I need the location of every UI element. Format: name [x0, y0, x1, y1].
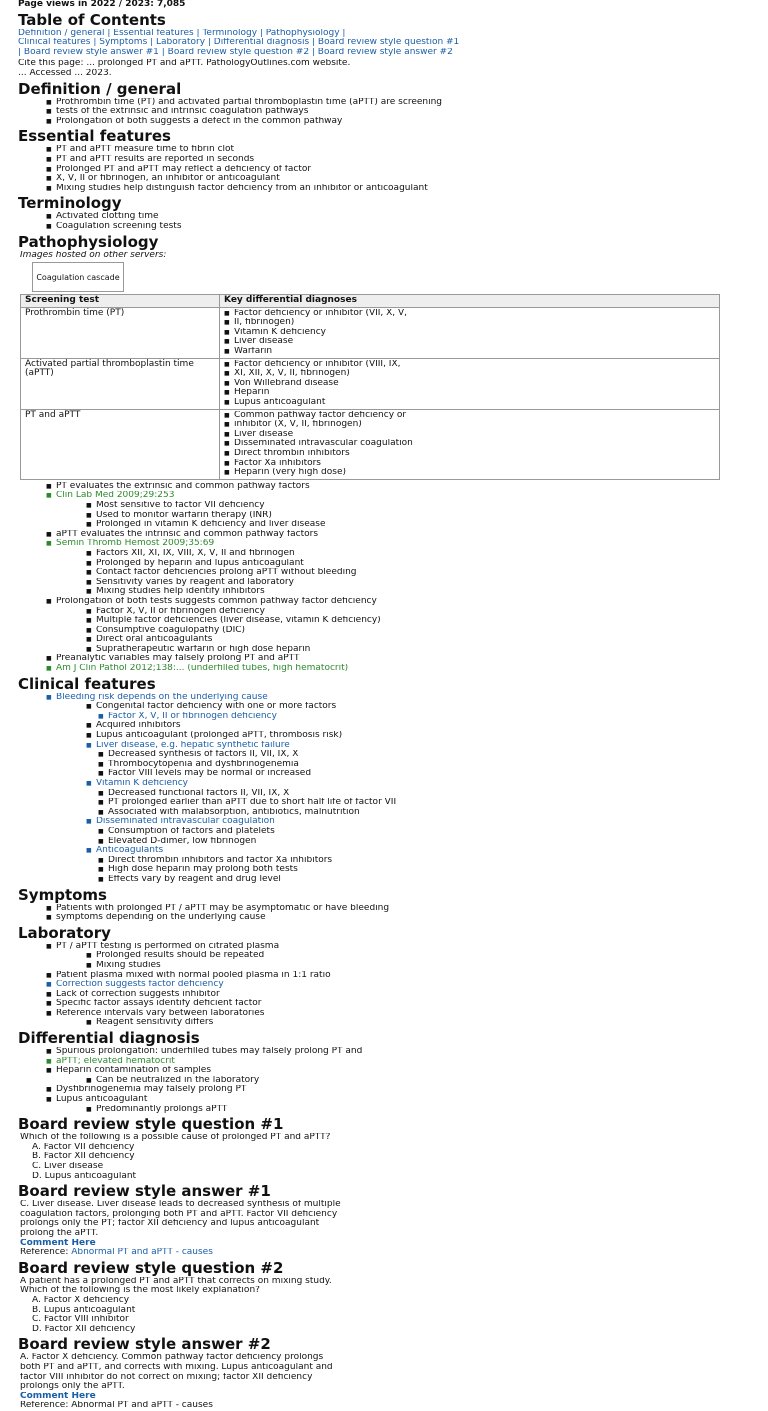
list-item: ■ Spurious prolongation: underfilled tubes may falsely prolong PT and: [46, 1047, 750, 1057]
list-item: ■ Reagent sensitivity differs: [46, 1018, 750, 1028]
list-item: ■ Coagulation screening tests: [46, 222, 750, 232]
table-row: [21, 409, 720, 479]
list-item: ■ Prolongation of both suggests a defect in the common pathway: [46, 117, 750, 127]
list-item: ■ PT and aPTT measure time to fibrin clot: [46, 145, 750, 155]
table-cell: [220, 307, 720, 358]
list-item: ■ aPTT evaluates the intrinsic and common pathway factors: [46, 530, 750, 540]
reference-link[interactable]: Abnormal PT and aPTT - causes: [71, 1248, 213, 1258]
symptoms-list: [46, 904, 750, 923]
list-item: ■ symptoms depending on the underlying cause: [46, 913, 750, 923]
list-item: ■ Prolonged by heparin and lupus anticoagulant: [46, 559, 750, 569]
list-item: ■ tests of the extrinsic and intrinsic coagulation pathways: [46, 107, 750, 117]
essential-list: [46, 145, 750, 193]
differential-heading: Differential diagnosis: [18, 1029, 200, 1048]
list-item: ■ PT / aPTT testing is performed on citrated plasma: [46, 942, 750, 952]
answer-option[interactable]: D. Lupus anticoagulant: [32, 1171, 137, 1181]
list-item: ■ Prothrombin time (PT) and activated partial thromboplastin time (aPTT) are screening: [46, 98, 750, 108]
list-item: ■ II, fibrinogen): [224, 318, 715, 328]
list-item: ■ Disseminated intravascular coagulation: [224, 439, 715, 449]
list-item: ■ Mixing studies: [46, 961, 750, 971]
answer1-line: coagulation factors, prolonging both PT and aPTT. Factor VII deficiency: [20, 1209, 338, 1219]
list-item: ■ Effects vary by reagent and drug level: [46, 875, 750, 885]
list-item: ■ Specific factor assays identify deficient factor: [46, 999, 750, 1009]
list-item: ■ Thrombocytopenia and dysfibrinogenemia: [46, 760, 750, 770]
question1-heading: Board review style question #1: [18, 1115, 284, 1134]
list-item: ■ PT and aPTT results are reported in seconds: [46, 155, 750, 165]
answer2-line: factor VIII inhibitor do not correct on mixing; factor XII deficiency: [20, 1372, 313, 1382]
list-item: ■ Consumption of factors and platelets: [46, 827, 750, 837]
list-item: ■ High dose heparin may prolong both tests: [46, 865, 750, 875]
list-item: ■ inhibitor (X, V, II, fibrinogen): [224, 420, 715, 430]
symptoms-heading: Symptoms: [18, 885, 107, 904]
list-item: ■ Liver disease: [224, 430, 715, 440]
question1-options: [32, 1143, 750, 1181]
comment-link[interactable]: Comment Here: [20, 1238, 96, 1248]
answer-option[interactable]: A. Factor VII deficiency: [32, 1142, 135, 1152]
list-item: ■ Acquired inhibitors: [46, 721, 750, 731]
list-item[interactable]: ■ Correction suggests factor deficiency: [46, 980, 750, 990]
list-item: ■ Lupus anticoagulant (prolonged aPTT, thrombosis risk): [46, 731, 750, 741]
list-item: ■ Direct thrombin inhibitors: [224, 449, 715, 459]
question1-text: Which of the following is a possible cause of prolonged PT and aPTT?: [20, 1133, 331, 1143]
definition-list: [46, 98, 750, 127]
list-item: ■ Common pathway factor deficiency or: [224, 411, 715, 421]
answer-option[interactable]: B. Lupus anticoagulant: [32, 1305, 136, 1315]
essential-heading: Essential features: [18, 127, 171, 146]
table-cell: [220, 409, 720, 479]
table-cell: Prothrombin time (PT): [21, 307, 220, 358]
list-item: ■ Factor deficiency or inhibitor (VII, X, V,: [224, 309, 715, 319]
list-item: ■ Liver disease: [224, 337, 715, 347]
pathophys-bullets: [46, 482, 750, 674]
list-item: ■ Decreased functional factors II, VII, IX, X: [46, 789, 750, 799]
list-item: ■ Vitamin K deficiency: [224, 328, 715, 338]
list-item: ■ Consumptive coagulopathy (DIC): [46, 626, 750, 636]
answer2-body: [20, 1353, 750, 1411]
list-item: ■ Heparin (very high dose): [224, 468, 715, 478]
list-item: ■ Factors XII, XI, IX, VIII, X, V, II and fibrinogen: [46, 549, 750, 559]
answer1-line: prolongs only the PT; factor XII deficiency and lupus anticoagulant: [20, 1219, 320, 1229]
laboratory-heading: Laboratory: [18, 923, 111, 942]
list-item: ■ Multiple factor deficiencies (liver disease, vitamin K deficiency): [46, 616, 750, 626]
answer1-line: prolong the aPTT.: [20, 1228, 99, 1238]
list-item: ■ Heparin contamination of samples: [46, 1066, 750, 1076]
list-item: ■ Clin Lab Med 2009;29:253: [46, 491, 750, 501]
cite-line: Cite this page: ... prolonged PT and aPTT. PathologyOutlines.com website.: [18, 59, 351, 69]
answer1-heading: Board review style answer #1: [18, 1182, 271, 1201]
list-item: ■ Lupus anticoagulant: [46, 1095, 750, 1105]
toc-heading: Table of Contents: [18, 10, 166, 29]
answer-option[interactable]: D. Factor XII deficiency: [32, 1324, 136, 1334]
table-header: Screening test: [21, 295, 220, 308]
list-item: ■ Direct oral anticoagulants: [46, 635, 750, 645]
list-item: ■ Can be neutralized in the laboratory: [46, 1076, 750, 1086]
list-item: ■ Associated with malabsorption, antibiotics, malnutrition: [46, 808, 750, 818]
list-item: ■ Heparin: [224, 388, 715, 398]
definition-heading: Definition / general: [18, 79, 182, 98]
pathophysiology-heading: Pathophysiology: [18, 232, 159, 251]
question2-options: [32, 1296, 750, 1334]
list-item: ■ Patient plasma mixed with normal pooled plasma in 1:1 ratio: [46, 971, 750, 981]
list-item: ■ PT prolonged earlier than aPTT due to short half life of factor VII: [46, 798, 750, 808]
list-item: ■ Contact factor deficiencies prolong aPTT without bleeding: [46, 568, 750, 578]
list-item: ■ Factor VIII levels may be normal or increased: [46, 769, 750, 779]
answer-option[interactable]: C. Factor VIII inhibitor: [32, 1315, 129, 1325]
list-item: ■ Prolonged in vitamin K deficiency and liver disease: [46, 520, 750, 530]
image-note: Images hosted on other servers:: [20, 250, 167, 260]
diffdx-bullets: [46, 1047, 750, 1114]
reference-line: [20, 1248, 750, 1258]
list-item: ■ Sensitivity varies by reagent and laboratory: [46, 578, 750, 588]
list-item: ■ Am J Clin Pathol 2012;138:... (underfilled tubes, high hematocrit): [46, 664, 750, 674]
question2-heading: Board review style question #2: [18, 1258, 284, 1277]
list-item: ■ Predominantly prolongs aPTT: [46, 1105, 750, 1115]
list-item: ■ Prolongation of both tests suggests common pathway factor deficiency: [46, 597, 750, 607]
list-item[interactable]: ■ Factor X, V, II or fibrinogen deficiency: [46, 712, 750, 722]
list-item: ■ Supratherapeutic warfarin or high dose heparin: [46, 645, 750, 655]
list-item: ■ Direct thrombin inhibitors and factor Xa inhibitors: [46, 856, 750, 866]
table-header: Key differential diagnoses: [220, 295, 720, 308]
cite-line: ... Accessed ... 2023.: [18, 68, 112, 78]
answer2-line: prolongs only the aPTT.: [20, 1382, 125, 1392]
comment-link[interactable]: Comment Here: [20, 1391, 96, 1401]
list-item[interactable]: ■ Liver disease, e.g. hepatic synthetic failure: [46, 741, 750, 751]
list-item: ■ Activated clotting time: [46, 212, 750, 222]
page-views: Page views in 2022 / 2023: 7,085: [18, 0, 186, 9]
question2-body: [20, 1277, 750, 1296]
list-item: ■ Factor Xa inhibitors: [224, 459, 715, 469]
list-item: ■ Decreased synthesis of factors II, VII, IX, X: [46, 750, 750, 760]
list-item: ■ Warfarin: [224, 347, 715, 357]
answer2-heading: Board review style answer #2: [18, 1335, 271, 1354]
list-item: ■ Preanalytic variables may falsely prolong PT and aPTT: [46, 654, 750, 664]
coagulation-thumbnail[interactable]: [32, 262, 124, 292]
answer1-line: C. Liver disease. Liver disease leads to decreased synthesis of multiple: [20, 1200, 341, 1210]
list-item: ■ Von Willebrand disease: [224, 379, 715, 389]
list-item: ■ XI, XII, X, V, II, fibrinogen): [224, 369, 715, 379]
clinical-bullets: [46, 693, 750, 885]
list-item: ■ Reference intervals vary between laboratories: [46, 1009, 750, 1019]
list-item: ■ Factor X, V, II or fibrinogen deficiency: [46, 607, 750, 617]
table-cell: Activated partial thromboplastin time (aPTT): [21, 358, 220, 409]
toc-links: [18, 29, 750, 58]
list-item: ■ Most sensitive to factor VII deficiency: [46, 501, 750, 511]
list-item: ■ Semin Thromb Hemost 2009;35:69: [46, 539, 750, 549]
list-item[interactable]: ■ Anticoagulants: [46, 846, 750, 856]
toc-link-line[interactable]: Definition / general | Essential features | Terminology | Pathophysiology |: [18, 28, 346, 38]
list-item: ■ Used to monitor warfarin therapy (INR): [46, 511, 750, 521]
toc-link-line[interactable]: Clinical features | Symptoms | Laboratory | Differential diagnosis | Board review style question #1: [18, 38, 460, 48]
table-cell: PT and aPTT: [21, 409, 220, 479]
answer2-line: A. Factor X deficiency. Common pathway factor deficiency prolongs: [20, 1353, 324, 1363]
list-item: ■ Factor deficiency or inhibitor (VIII, IX,: [224, 360, 715, 370]
terminology-heading: Terminology: [18, 194, 122, 213]
question2-line: A patient has a prolonged PT and aPTT that corrects on mixing study.: [20, 1276, 332, 1286]
differential-table: [20, 294, 720, 480]
list-item: ■ Patients with prolonged PT / aPTT may be asymptomatic or have bleeding: [46, 904, 750, 914]
table-row: [21, 358, 720, 409]
list-item: ■ X, V, II or fibrinogen, an inhibitor or anticoagulant: [46, 174, 750, 184]
reference-line: Reference: Abnormal PT and aPTT - causes: [20, 1401, 213, 1411]
laboratory-bullets: [46, 942, 750, 1028]
clinical-heading: Clinical features: [18, 674, 156, 693]
list-item: ■ aPTT; elevated hematocrit: [46, 1057, 750, 1067]
list-item: ■ Lack of correction suggests inhibitor: [46, 990, 750, 1000]
reference-label: Reference:: [20, 1248, 69, 1258]
answer-option[interactable]: A. Factor X deficiency: [32, 1295, 130, 1305]
table-row: [21, 307, 720, 358]
list-item: ■ Mixing studies help identify inhibitors: [46, 587, 750, 597]
list-item: ■ PT evaluates the extrinsic and common pathway factors: [46, 482, 750, 492]
answer1-body: [20, 1200, 750, 1258]
answer2-line: both PT and aPTT, and corrects with mixing. Lupus anticoagulant and: [20, 1362, 333, 1372]
list-item[interactable]: ■ Disseminated intravascular coagulation: [46, 817, 750, 827]
table-header-row: [21, 295, 720, 308]
question2-line: Which of the following is the most likely explanation?: [20, 1286, 260, 1296]
toc-link-line[interactable]: | Board review style answer #1 | Board review style question #2 | Board review style answer #2: [18, 47, 453, 57]
list-item[interactable]: ■ Bleeding risk depends on the underlying cause: [46, 693, 750, 703]
cite-block: [18, 59, 750, 78]
list-item: ■ Mixing studies help distinguish factor deficiency from an inhibitor or anticoagulant: [46, 184, 750, 194]
answer-option[interactable]: C. Liver disease: [32, 1162, 104, 1171]
thumbnail-caption: Coagulation cascade: [36, 272, 120, 282]
list-item: ■ Prolonged PT and aPTT may reflect a deficiency of factor: [46, 165, 750, 175]
list-item[interactable]: ■ Vitamin K deficiency: [46, 779, 750, 789]
list-item: ■ Prolonged results should be repeated: [46, 951, 750, 961]
answer-option[interactable]: B. Factor XII deficiency: [32, 1152, 135, 1162]
list-item: ■ Congenital factor deficiency with one or more factors: [46, 702, 750, 712]
terminology-list: [46, 212, 750, 231]
list-item: ■ Lupus anticoagulant: [224, 398, 715, 408]
table-cell: [220, 358, 720, 409]
list-item: ■ Elevated D-dimer, low fibrinogen: [46, 837, 750, 847]
list-item: ■ Dysfibrinogenemia may falsely prolong PT: [46, 1085, 750, 1095]
